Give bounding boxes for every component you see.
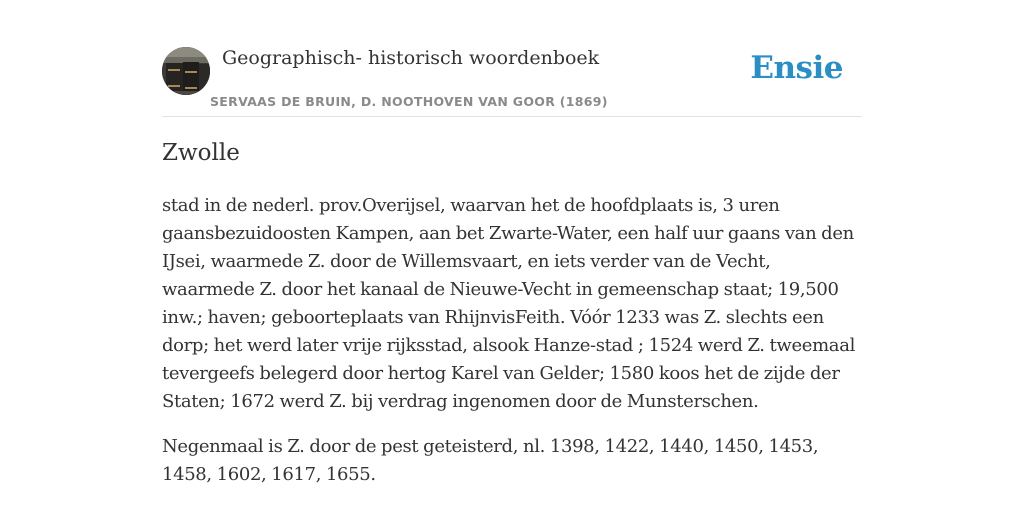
entry-body <box>162 192 864 506</box>
ensie-logo-link[interactable]: Ensie <box>750 50 843 86</box>
book-header <box>162 46 862 117</box>
book-title-link[interactable]: Geographisch- historisch woordenboek <box>222 47 600 69</box>
entry-title: Zwolle <box>162 140 240 166</box>
entry-paragraph: stad in de nederl. prov.Overijsel, waarvan het de hoofdplaats is, 3 uren gaansbezuidoosten Kampen, aan bet Zwarte-Water, een half uur gaans van den IJsei, waarmede Z. door de Willemsvaart, en iets verder van de Vecht, waarmede Z. door het kanaal de Nieuwe-Vecht in gemeenschap staat; 19,500 inw.; haven; geboorteplaats van RhijnvisFeith. Vóór 1233 was Z. slechts een dorp; het werd later vrije rijksstad, alsook Hanze-stad ; 1524 werd Z. tweemaal tevergeefs belegerd door hertog Karel van Gelder; 1580 koos het de zijde der Staten; 1672 werd Z. bij verdrag ingenomen door de Munsterschen. <box>162 195 855 412</box>
book-cover-avatar[interactable] <box>162 47 210 95</box>
book-stack-icon <box>162 47 210 95</box>
entry-paragraph: Negenmaal is Z. door de pest geteisterd, nl. 1398, 1422, 1440, 1450, 1453, 1458, 1602, 1617, 1655. <box>162 436 819 485</box>
book-authors: SERVAAS DE BRUIN, D. NOOTHOVEN VAN GOOR (1869) <box>210 94 608 109</box>
